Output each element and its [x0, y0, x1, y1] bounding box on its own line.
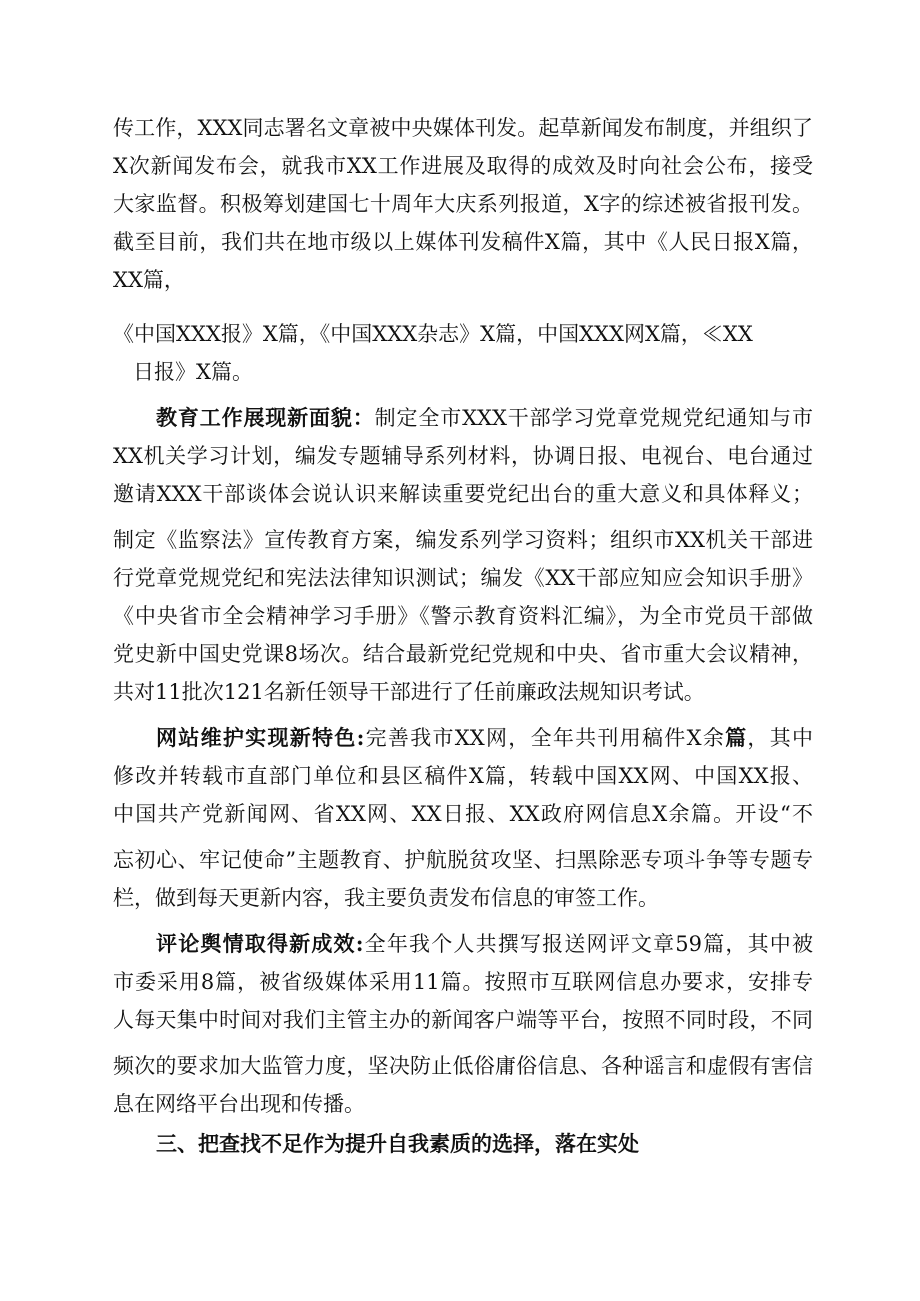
text-line: 市委采用8篇，被省级媒体采用11篇。按照市互联网信息办要求，安排专 — [113, 970, 813, 994]
paragraph-first-line-commentary — [156, 929, 813, 959]
text-line: 息在网络平台出现和传播。 — [113, 1092, 365, 1116]
paragraph-first-line-website — [156, 723, 813, 753]
text-span: ，其中 — [747, 726, 813, 750]
text-span: 全年我个人共撰写报送网评文章59篇，其中被 — [363, 932, 813, 956]
text-line: XX篇， — [113, 268, 185, 292]
text-line: 人每天集中时间对我们主管主办的新闻客户端等平台，按照不同时段，不同 — [113, 1008, 813, 1032]
text-span: 完善我市XX网，全年共刊用稿件X余 — [364, 726, 726, 750]
text-line: 邀请XXX干部谈体会说认识来解读重要党纪出台的重大意义和具体释义； — [113, 482, 813, 506]
text-line: 共对11批次121名新任领导干部进行了任前廉政法规知识考试。 — [113, 680, 705, 704]
paragraph-first-line-education — [156, 403, 813, 433]
text-line: 栏，做到每天更新内容，我主要负责发布信息的审签工作。 — [113, 886, 659, 910]
text-span: 制定全市XXX干部学习党章党规党纪通知与市 — [374, 406, 813, 430]
heading-commentary: 评论舆情取得新成效: — [156, 931, 364, 956]
heading-education: 教育工作展现新面貌： — [156, 405, 375, 430]
text-line: 党史新中国史党课8场次。结合最新党纪党规和中央、省市重大会议精神， — [113, 642, 813, 666]
text-line: 传工作，XXX同志署名文章被中央媒体刊发。起草新闻发布制度，并组织了 — [113, 116, 813, 140]
heading-website: 网站维护实现新特色: — [156, 725, 365, 750]
section-heading: 三、把查找不足作为提升自我素质的选择，落在实处 — [156, 1131, 639, 1156]
text-line: XX机关学习计划，编发专题辅导系列材料，协调日报、电视台、电台通过 — [113, 444, 813, 468]
text-line: 修改并转载市直部门单位和县区稿件X篇，转载中国XX网、中国XX报、 — [113, 764, 813, 788]
text-span-bold: 篇 — [725, 725, 748, 750]
text-line: 忘初心、牢记使命”主题教育、护航脱贫攻坚、扫黑除恶专项斗争等专题专 — [113, 848, 813, 872]
text-line: 《中国XXX报》X篇，《中国XXX杂志》X篇，中国XXX网X篇，≪XX — [113, 322, 753, 346]
text-line: 《中央省市全会精神学习手册》《警示教育资料汇编》，为全市党员干部做 — [113, 604, 813, 628]
text-line: 日报》X篇。 — [133, 360, 253, 384]
text-line: 大家监督。积极筹划建国七十周年大庆系列报道，X字的综述被省报刊发。 — [113, 192, 813, 216]
text-line: X次新闻发布会，就我市XX工作进展及取得的成效及时向社会公布，接受 — [113, 154, 813, 178]
text-line: 截至目前，我们共在地市级以上媒体刊发稿件X篇，其中《人民日报X篇， — [113, 230, 813, 254]
text-line: 频次的要求加大监管力度，坚决防止低俗庸俗信息、各种谣言和虚假有害信 — [113, 1054, 813, 1078]
text-line: 行党章党规党纪和宪法法律知识测试；编发《XX干部应知应会知识手册》 — [113, 566, 813, 590]
text-line: 制定《监察法》宣传教育方案，编发系列学习资料；组织市XX机关干部进 — [113, 528, 813, 552]
text-line: 中国共产党新闻网、省XX网、XX日报、XX政府网信息X余篇。开设“不 — [113, 802, 813, 826]
